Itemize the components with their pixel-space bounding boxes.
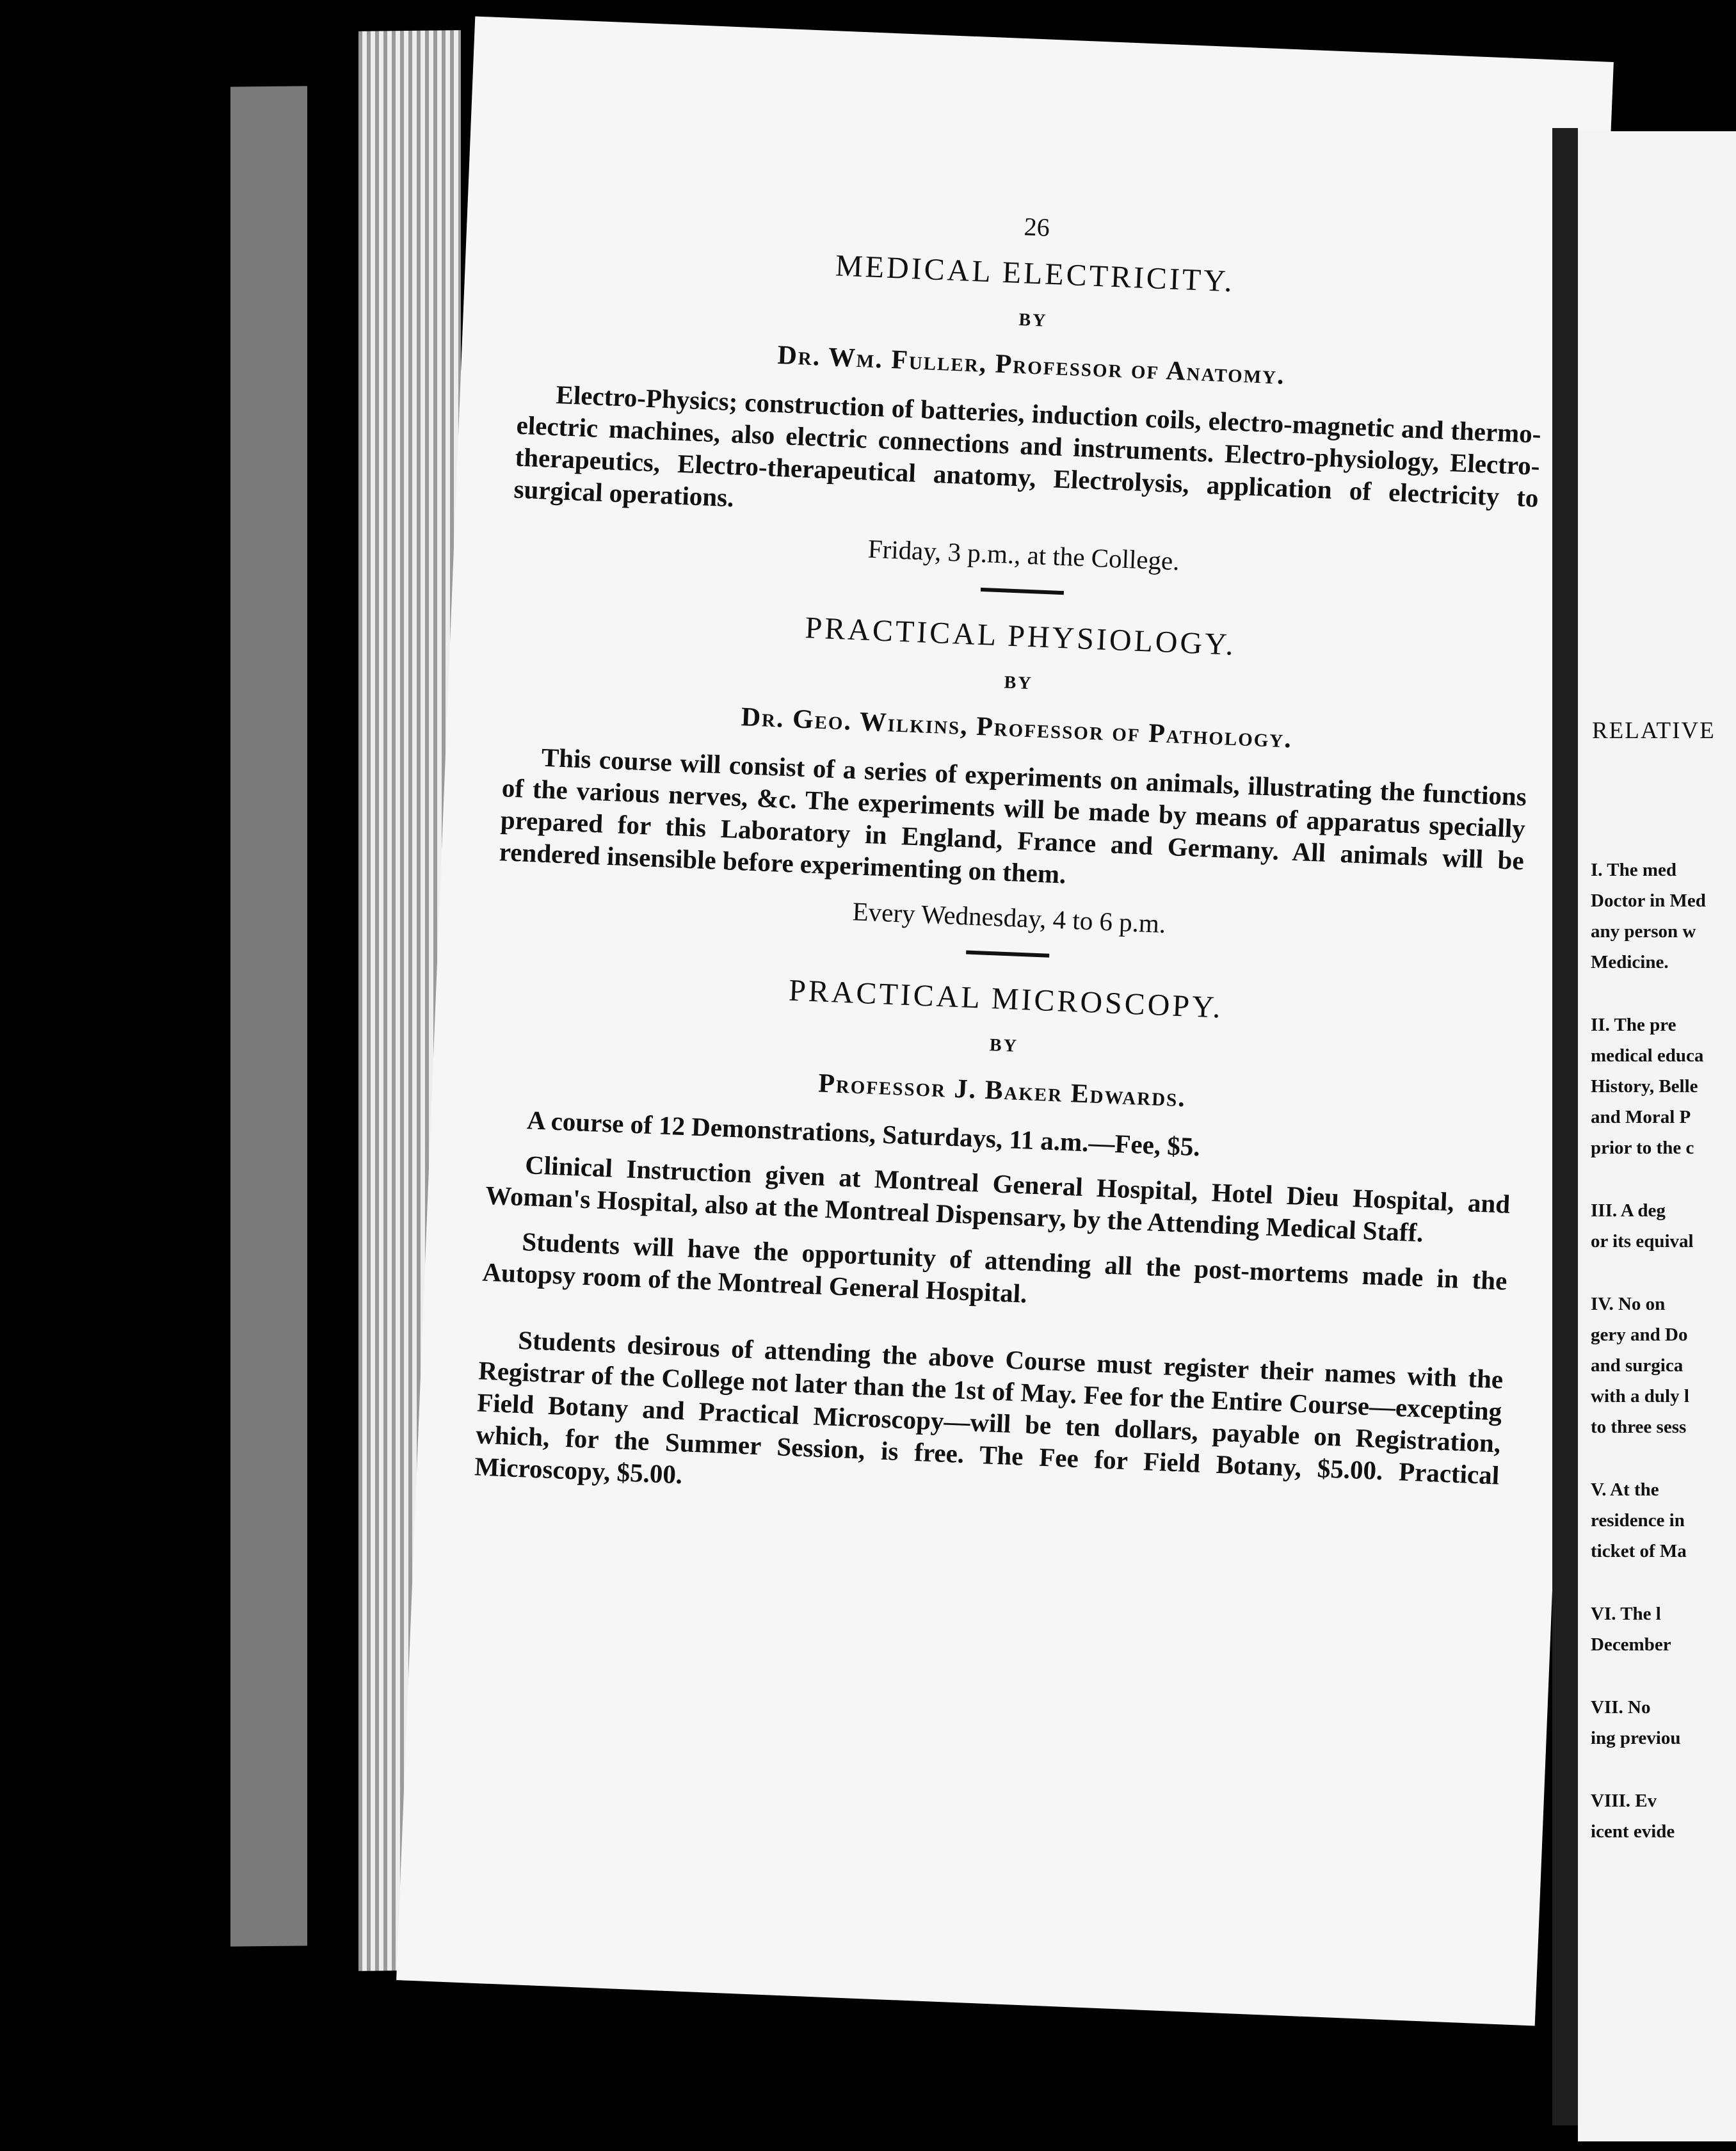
professor-line: Professor J. Baker Edwards.: [817, 1068, 1187, 1113]
right-page-line: and surgica: [1591, 1355, 1684, 1376]
right-page-line: I. The med: [1591, 860, 1677, 880]
right-page-line: VII. No: [1591, 1697, 1651, 1718]
right-page-line: gery and Do: [1591, 1325, 1688, 1345]
section-title: PRACTICAL PHYSIOLOGY.: [804, 610, 1237, 662]
line-spacer: [1591, 1660, 1736, 1692]
right-page-line: ticket of Ma: [1591, 1541, 1687, 1561]
right-page-line: prior to the c: [1591, 1138, 1694, 1158]
line-spacer: [1591, 1257, 1736, 1289]
right-page-lines: [1591, 855, 1736, 1847]
right-page-line: or its equival: [1591, 1231, 1694, 1252]
clinical-instruction-paragraph: Clinical Instruction given at Montreal General Hospital, Hotel Dieu Hospital, and Woman's Hospital, also at the Montreal Dispensary, by the Attending Medical Staff.: [485, 1150, 1511, 1248]
right-page-line: ing previou: [1591, 1728, 1681, 1748]
right-page-line: with a duly l: [1591, 1386, 1689, 1406]
right-page-line: VI. The l: [1591, 1604, 1661, 1624]
right-page-line: icent evide: [1591, 1821, 1675, 1842]
left-page: [396, 17, 1614, 2026]
right-page-line: III. A deg: [1591, 1200, 1666, 1221]
professor-line: Dr. Geo. Wilkins, Professor of Pathology.: [740, 702, 1293, 754]
schedule-line: Every Wednesday, 4 to 6 p.m.: [851, 896, 1167, 939]
right-page-line: medical educa: [1591, 1045, 1704, 1066]
right-page-line: IV. No on: [1591, 1294, 1666, 1314]
line-spacer: [1591, 1442, 1736, 1474]
right-page-heading: RELATIVE: [1592, 718, 1716, 744]
by-label: BY: [1018, 309, 1049, 331]
by-label: BY: [989, 1035, 1019, 1056]
section-title: MEDICAL ELECTRICITY.: [835, 248, 1235, 299]
by-label: BY: [1004, 672, 1034, 694]
section-medical-electricity: [511, 236, 1547, 591]
right-page-line: II. The pre: [1591, 1015, 1676, 1035]
page-content: [474, 191, 1549, 1536]
right-page-line: December: [1591, 1634, 1671, 1655]
page-number: 26: [1023, 212, 1050, 242]
right-page-line: V. At the: [1591, 1479, 1659, 1500]
schedule-line: Friday, 3 p.m., at the College.: [867, 533, 1180, 576]
right-page-line: to three sess: [1591, 1417, 1687, 1437]
divider-rule: [966, 950, 1049, 957]
right-page-line: Doctor in Med: [1591, 890, 1706, 911]
section-practical-microscopy: [488, 961, 1518, 1175]
line-spacer: [1591, 1753, 1736, 1785]
professor-line: Dr. Wm. Fuller, Professor of Anatomy.: [776, 340, 1286, 391]
right-page-line: any person w: [1591, 921, 1696, 942]
section-paragraph: A course of 12 Demonstrations, Saturdays, 11 a.m.—Fee, $5.: [526, 1105, 1201, 1162]
section-paragraph: This course will consist of a series of experiments on animals, illustrating the functions of the various nerves, &c. The experiments will be made by means of apparatus specially prepared for this Laboratory in England, France and Germany. All animals will be rendered insensible before experimenting on them.: [499, 742, 1527, 889]
book-gutter: [1552, 128, 1578, 2125]
registration-paragraph: Students desirous of attending the above Course must register their names with the Registrar of the College not later than the 1st of May. Fee for the Entire Course—excepting Field Botany and Practical Microscopy—will be ten dollars, payable on Registration, which, for the Summer Session, is free. The Fee for Field Botany, $5.00. Practical Microscopy, $5.00.: [474, 1325, 1504, 1490]
line-spacer: [1591, 1163, 1736, 1195]
section-practical-physiology: [497, 598, 1532, 953]
right-page-line: Medicine.: [1591, 952, 1669, 972]
line-spacer: [1591, 1567, 1736, 1599]
section-title: PRACTICAL MICROSCOPY.: [788, 973, 1224, 1025]
divider-rule: [981, 588, 1064, 595]
right-page-line: residence in: [1591, 1510, 1685, 1531]
book-cover-edge: [230, 86, 307, 1946]
section-paragraph: Electro-Physics; construction of batteries, induction coils, electro-magnetic and thermo-electric machines, also electric connections and instruments. Electro-physiology, Electro-therapeutics, Electro-therapeutical anatomy, Electrolysis, application of electricity to surgical operations.: [513, 380, 1542, 513]
right-page-line: History, Belle: [1591, 1076, 1698, 1097]
right-page-line: VIII. Ev: [1591, 1791, 1657, 1811]
line-spacer: [1591, 978, 1736, 1010]
right-page: [1578, 131, 1736, 2141]
post-mortem-paragraph: Students will have the opportunity of attending all the post-mortems made in the Autopsy room of the Montreal General Hospital.: [481, 1227, 1508, 1309]
right-page-line: and Moral P: [1591, 1107, 1691, 1127]
